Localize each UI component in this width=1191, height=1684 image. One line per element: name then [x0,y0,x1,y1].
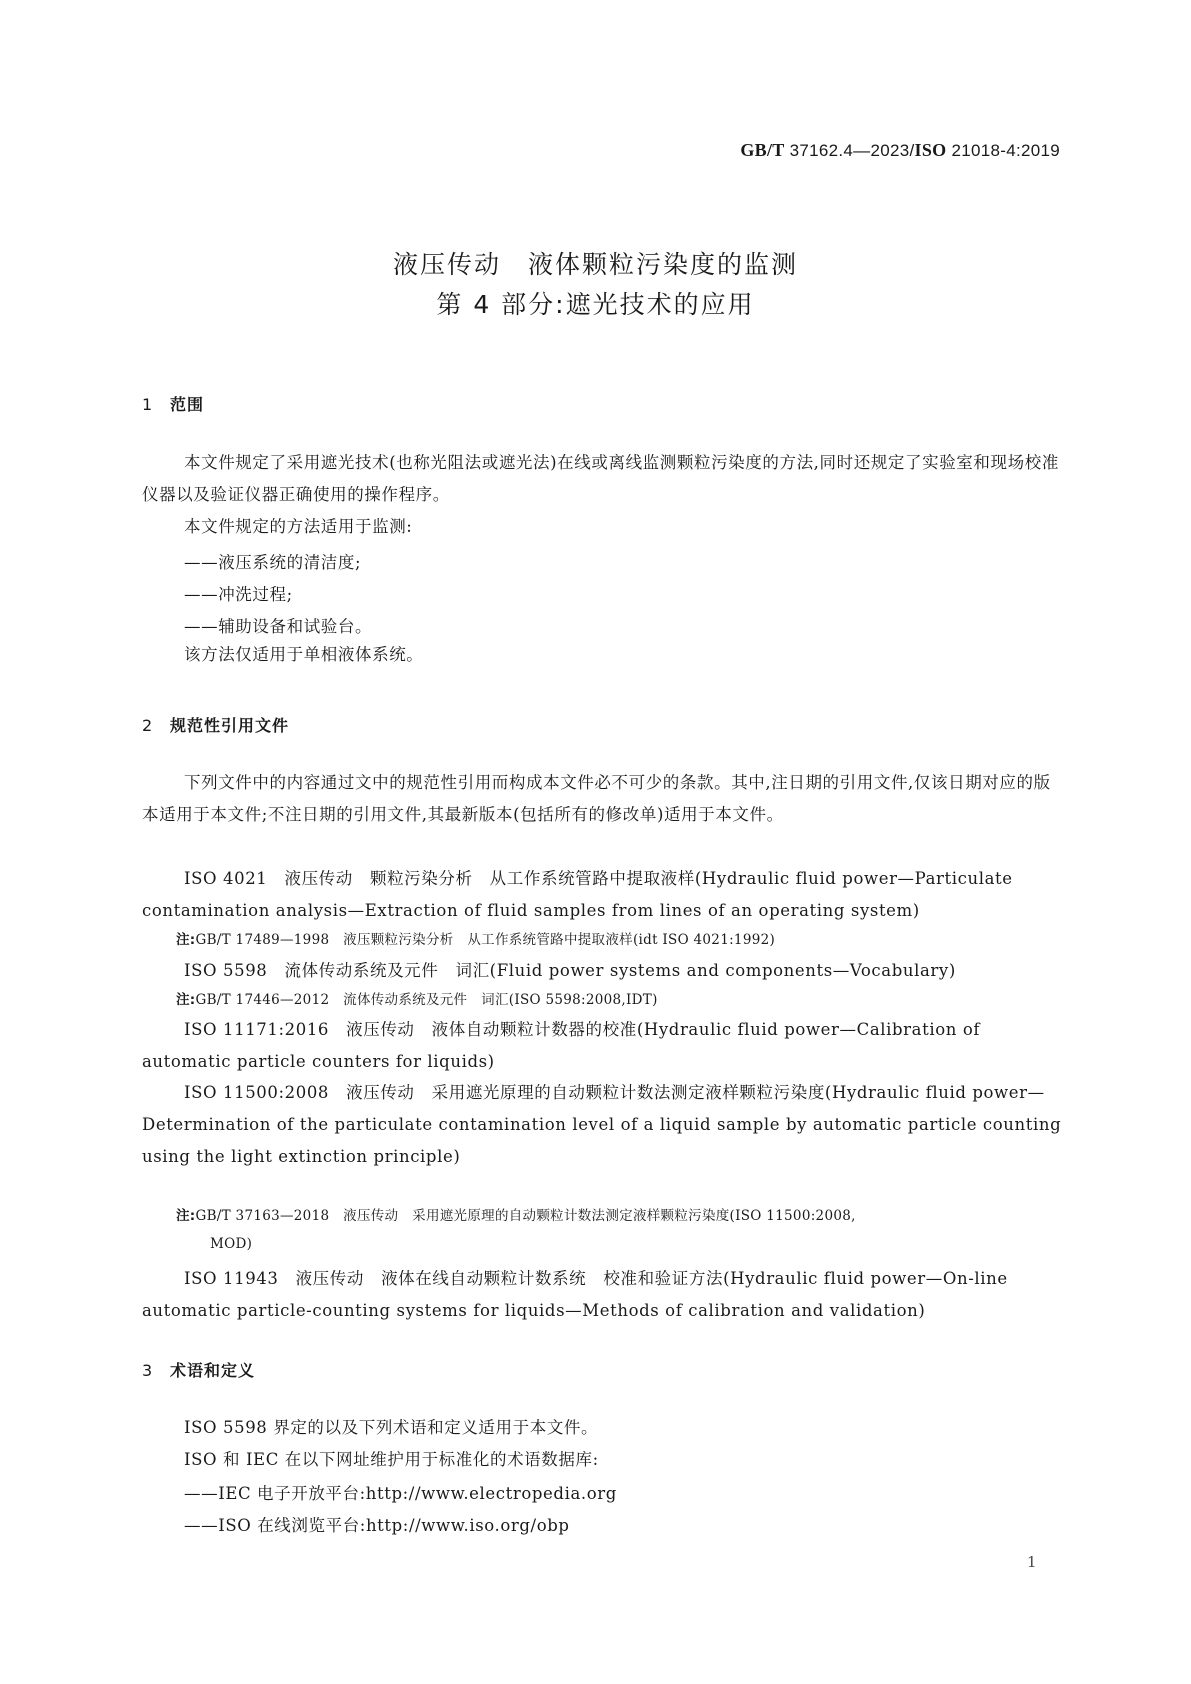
reference-iso-11943: ISO 11943 液压传动 液体在线自动颗粒计数系统 校准和验证方法(Hydraulic fluid power—On-line automatic particle-counting systems for liquids—Methods of calibration and validation) [142,1269,1008,1320]
reference-iso-11171: ISO 11171:2016 液压传动 液体自动颗粒计数器的校准(Hydraulic fluid power—Calibration of automatic particle counters for liquids) [142,1020,981,1071]
iso-obp-link[interactable]: ——ISO 在线浏览平台:http://www.iso.org/obp [184,1516,570,1535]
reference-iso-4021: ISO 4021 液压传动 颗粒污染分析 从工作系统管路中提取液样(Hydraulic fluid power—Particulate contamination analysis—Extraction of fluid samples from lines of an operating system) [142,869,1013,920]
iso-number: 21018-4:2019 [946,141,1060,160]
scope-applicability: 本文件规定的方法适用于监测: [184,517,413,536]
terms-intro: ISO 5598 界定的以及下列术语和定义适用于本文件。 [184,1418,599,1437]
note-text: GB/T 17489—1998 液压颗粒污染分析 从工作系统管路中提取液样(idt ISO 4021:1992) [195,932,776,948]
section-2-heading [142,713,289,736]
iso-prefix: ISO [914,140,947,160]
section-title: 术语和定义 [170,1361,256,1380]
section-3-heading [142,1358,255,1381]
list-item: ——冲洗过程; [184,585,293,604]
note-text: GB/T 37163—2018 液压传动 采用遮光原理的自动颗粒计数法测定液样颗粒污染度(ISO 11500:2008, [195,1208,856,1224]
section-title: 规范性引用文件 [170,716,290,735]
scope-limitation: 该方法仅适用于单相液体系统。 [184,645,424,664]
terms-database-intro: ISO 和 IEC 在以下网址维护用于标准化的术语数据库: [184,1450,599,1469]
list-item: ——辅助设备和试验台。 [184,617,373,636]
scope-paragraph: 本文件规定了采用遮光技术(也称光阻法或遮光法)在线或离线监测颗粒污染度的方法,同时还规定了实验室和现场校准仪器以及验证仪器正确使用的操作程序。 [142,453,1059,504]
reference-note [176,926,1064,954]
note-label: 注: [176,992,196,1008]
std-prefix: GB/T [740,140,785,160]
section-number: 3 [142,1361,154,1380]
page-number: 1 [1027,1553,1037,1571]
section-1-heading [142,392,204,415]
section-title: 范围 [170,395,205,414]
note-text: GB/T 17446—2012 流体传动系统及元件 词汇(ISO 5598:2008,IDT) [195,992,658,1008]
note-label: 注: [176,1208,196,1224]
standard-number [740,140,1060,161]
reference-note [176,1202,1064,1258]
document-title-line2: 第 4 部分:遮光技术的应用 [436,290,755,319]
section-number: 1 [142,395,154,414]
reference-iso-11500: ISO 11500:2008 液压传动 采用遮光原理的自动颗粒计数法测定液样颗粒污染度(Hydraulic fluid power—Determination of the particulate contamination level of a liquid sample by automatic particle counting using the light extinction principle) [142,1083,1062,1166]
std-number: 37162.4—2023/ [784,141,915,160]
references-intro: 下列文件中的内容通过文中的规范性引用而构成本文件必不可少的条款。其中,注日期的引用文件,仅该日期对应的版本适用于本文件;不注日期的引用文件,其最新版本(包括所有的修改单)适用于本文件。 [142,773,1051,824]
iec-electropedia-link[interactable]: ——IEC 电子开放平台:http://www.electropedia.org [184,1484,617,1503]
document-title-line1: 液压传动 液体颗粒污染度的监测 [392,250,798,279]
section-number: 2 [142,716,154,735]
list-item: ——液压系统的清洁度; [184,553,362,572]
reference-note [176,986,1064,1014]
reference-iso-5598: ISO 5598 流体传动系统及元件 词汇(Fluid power systems and components—Vocabulary) [184,961,956,980]
note-continuation: MOD) [210,1236,253,1252]
note-label: 注: [176,932,196,948]
